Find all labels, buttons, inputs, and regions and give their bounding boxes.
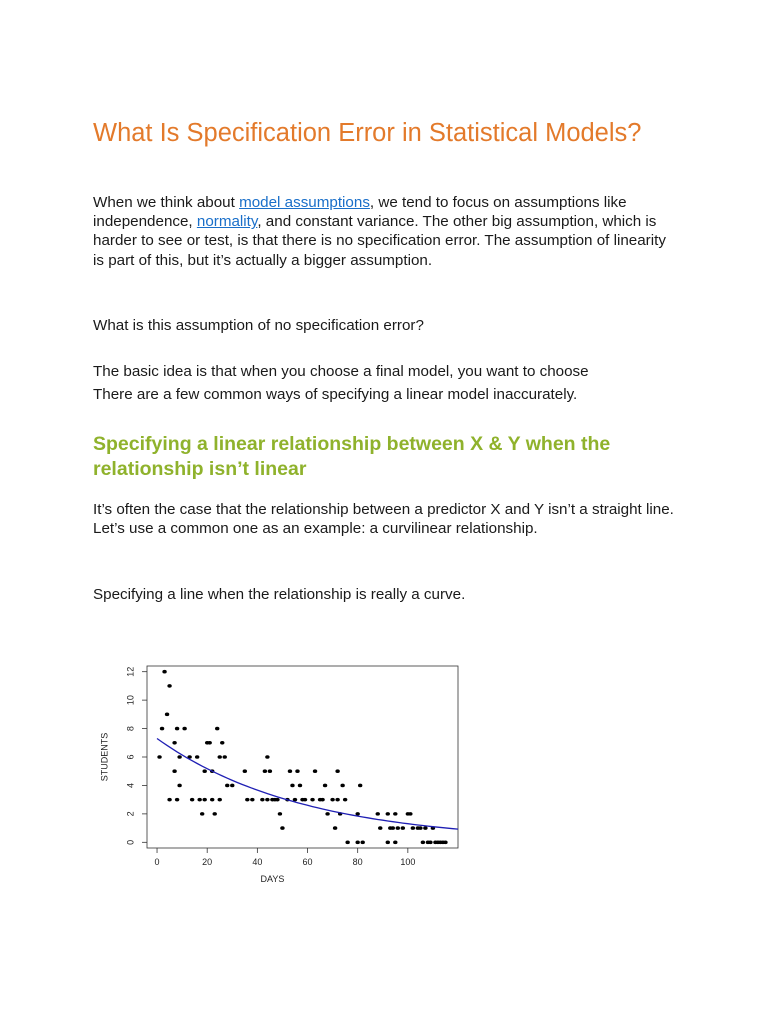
data-point	[167, 798, 171, 802]
data-point	[423, 826, 427, 830]
data-point	[335, 769, 339, 773]
data-point	[172, 741, 176, 745]
data-point	[172, 769, 176, 773]
data-point	[345, 841, 349, 845]
scatter-chart	[93, 650, 473, 890]
data-point	[295, 769, 299, 773]
data-point	[200, 812, 204, 816]
data-point	[265, 798, 269, 802]
page-title: What Is Specification Error in Statistical Models?	[93, 119, 642, 147]
data-point	[195, 755, 199, 759]
data-point	[208, 741, 212, 745]
section-heading: Specifying a linear relationship between X & Y when the relationship isn’t linear	[93, 433, 611, 480]
y-tick-label: 12	[125, 666, 136, 677]
data-point	[197, 798, 201, 802]
data-point	[175, 798, 179, 802]
x-tick-label: 0	[154, 857, 160, 867]
data-point	[313, 769, 317, 773]
data-point	[386, 841, 390, 845]
data-point	[268, 769, 272, 773]
data-point	[408, 812, 412, 816]
x-axis-label: DAYS	[260, 874, 285, 884]
data-point	[355, 841, 359, 845]
data-point	[418, 826, 422, 830]
data-point	[411, 826, 415, 830]
data-point	[391, 826, 395, 830]
data-point	[190, 798, 194, 802]
data-point	[210, 798, 214, 802]
data-point	[177, 755, 181, 759]
data-point	[225, 784, 229, 788]
plot-frame	[147, 666, 458, 848]
data-point	[213, 812, 217, 816]
data-point	[443, 841, 447, 845]
data-point	[165, 713, 169, 717]
data-point	[325, 812, 329, 816]
data-point	[278, 812, 282, 816]
data-point	[421, 841, 425, 845]
data-point	[182, 727, 186, 731]
data-point	[175, 727, 179, 731]
line-vs-curve-paragraph: Specifying a line when the relationship is really a curve.	[93, 586, 466, 603]
data-point	[160, 727, 164, 731]
y-tick-label: 4	[125, 782, 136, 788]
data-point	[428, 841, 432, 845]
data-point	[218, 798, 222, 802]
intro-text-2: , we tend to focus on assumptions like independence,	[93, 194, 627, 231]
data-point	[260, 798, 264, 802]
intro-paragraph	[93, 193, 678, 270]
data-point	[263, 769, 267, 773]
y-tick-label: 8	[125, 726, 136, 732]
data-point	[386, 812, 390, 816]
data-point	[223, 755, 227, 759]
data-point	[355, 812, 359, 816]
model-assumptions-link[interactable]: model assumptions	[239, 194, 370, 211]
data-point	[220, 741, 224, 745]
x-tick-label: 80	[352, 857, 363, 867]
data-point	[288, 769, 292, 773]
curvilinear-paragraph: It’s often the case that the relationship between a predictor X and Y isn’t a straight line. Let’s use a common one as an example: a curvilinear relationship.	[93, 501, 674, 538]
x-tick-label: 40	[252, 857, 263, 867]
x-tick-label: 100	[400, 857, 416, 867]
intro-text-1: When we think about	[93, 194, 240, 211]
y-tick-label: 0	[125, 839, 136, 845]
intro-text-3: , and constant variance. The other big assumption, which is harder to see or test, is that there is no specification error. The assumption of linearity is part of this, but it’s actually a bigger assumption.	[93, 213, 666, 269]
data-point	[340, 784, 344, 788]
normality-link[interactable]: normality	[196, 213, 258, 231]
common-ways-paragraph: There are a few common ways of specifying a linear model inaccurately.	[93, 386, 578, 403]
y-tick-label: 6	[125, 754, 136, 760]
data-point	[162, 670, 166, 674]
data-point	[157, 755, 161, 759]
data-point	[298, 784, 302, 788]
x-tick-label: 20	[202, 857, 213, 867]
data-point	[218, 755, 222, 759]
data-point	[202, 769, 206, 773]
data-point	[343, 798, 347, 802]
data-point	[360, 841, 364, 845]
data-point	[167, 684, 171, 688]
data-point	[333, 826, 337, 830]
data-point	[250, 798, 254, 802]
data-point	[335, 798, 339, 802]
data-point	[245, 798, 249, 802]
data-point	[310, 798, 314, 802]
data-point	[230, 784, 234, 788]
data-point	[320, 798, 324, 802]
data-point	[290, 784, 294, 788]
data-point	[265, 755, 269, 759]
basic-idea-paragraph: The basic idea is that when you choose a final model, you want to choose	[93, 363, 589, 380]
data-point	[202, 798, 206, 802]
data-point	[378, 826, 382, 830]
data-point	[275, 798, 279, 802]
y-tick-label: 2	[125, 811, 136, 817]
data-point	[376, 812, 380, 816]
x-tick-label: 60	[302, 857, 313, 867]
question-paragraph: What is this assumption of no specification error?	[93, 317, 424, 334]
data-point	[330, 798, 334, 802]
data-point	[401, 826, 405, 830]
data-point	[323, 784, 327, 788]
data-point	[177, 784, 181, 788]
data-point	[280, 826, 284, 830]
data-point	[243, 769, 247, 773]
data-point	[358, 784, 362, 788]
data-point	[215, 727, 219, 731]
data-point	[396, 826, 400, 830]
data-point	[393, 841, 397, 845]
y-tick-label: 10	[125, 695, 136, 706]
data-point	[303, 798, 307, 802]
data-point	[393, 812, 397, 816]
y-axis-label: STUDENTS	[99, 732, 110, 782]
